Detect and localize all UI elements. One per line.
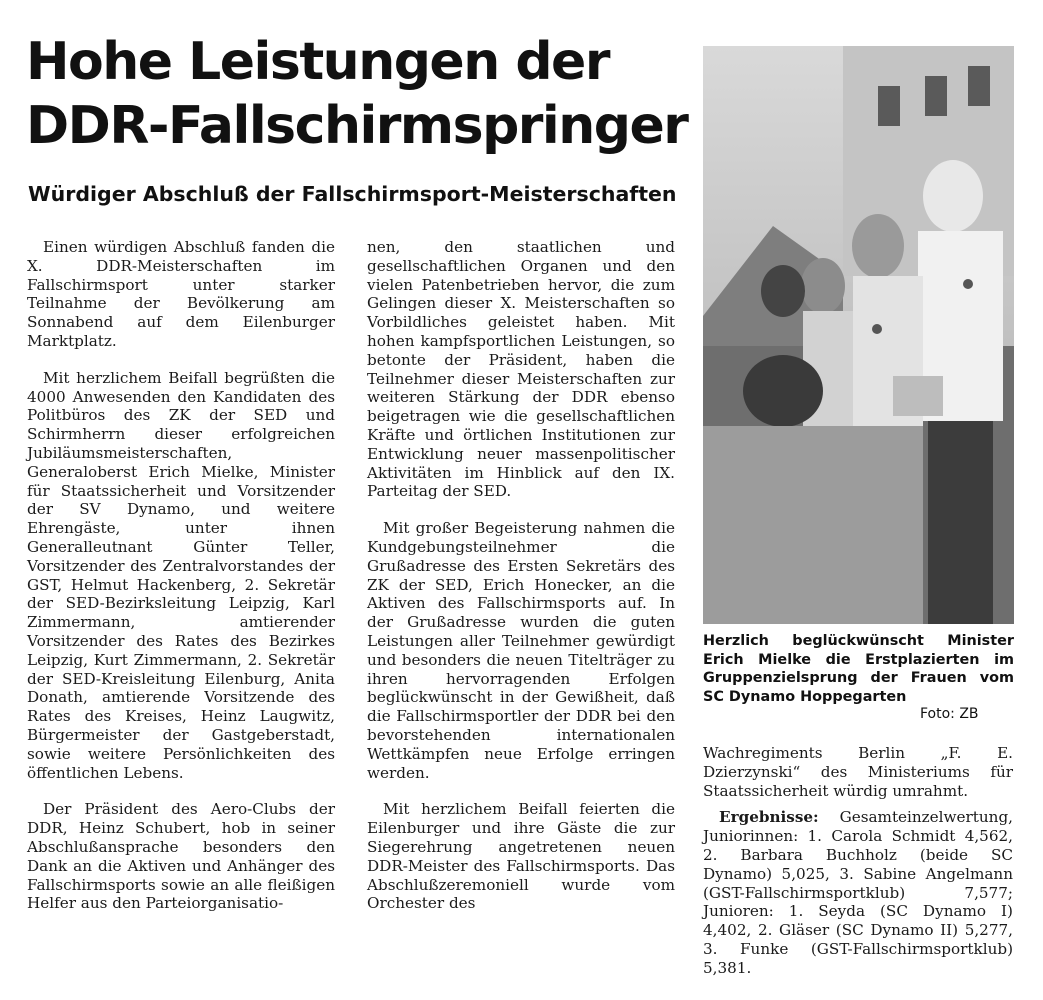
headline xyxy=(26,30,686,158)
paragraph: Der Präsident des Aero-Clubs der DDR, Heinz Schubert, hob in seiner Abschlußansprache besonders den Dank an die Aktiven und Anhänger des Fallschirmsports sowie an alle fleißigen Helfer aus den Parteiorganisatio- xyxy=(27,800,335,913)
article-column-2 xyxy=(367,238,675,931)
photo-image xyxy=(703,46,1014,624)
paragraph: Wachregiments Berlin „F. E. Dzierzynski“ des Ministeriums für Staatssicherheit würdig umrahmt. xyxy=(703,744,1013,800)
paragraph: Mit großer Begeisterung nahmen die Kundgebungsteilnehmer die Grußadresse des Ersten Sekretärs des ZK der SED, Erich Honecker, an die Aktiven des Fallschirmsports auf. In der Grußadresse wurden die guten Leistungen aller Teilnehmer gewürdigt und besonders die neuen Titelträger zu ihren hervorragenden Erfolgen beglückwünscht in der Gewißheit, daß die Fallschirmsportler der DDR bei den bevorstehenden internationalen Wettkämpfen neue Erfolge erringen werden. xyxy=(367,519,675,782)
results-label: Ergebnisse: xyxy=(719,808,819,827)
headline-line-1: Hohe Leistungen der xyxy=(26,32,609,92)
paragraph: Mit herzlichem Beifall feierten die Eilenburger und ihre Gäste die zur Siegerehrung angetretenen neuen DDR-Meister des Fallschirmsports. Das Abschlußzeremoniell wurde vom Orchester des xyxy=(367,800,675,913)
results-text: Gesamteinzelwertung, Juniorinnen: 1. Carola Schmidt 4,562, 2. Barbara Buchholz (beide SC Dynamo) 5,025, 3. Sabine Angelmann (GST-Fallschirmsportklub) 7,577; Junioren: 1. Seyda (SC Dynamo I) 4,402, 2. Gläser (SC Dynamo II) 5,277, 3. Funke (GST-Fallschirmsportklub) 5,381. xyxy=(703,808,1013,977)
article-column-3 xyxy=(703,744,1013,986)
paragraph: Mit herzlichem Beifall begrüßten die 4000 Anwesenden den Kandidaten des Politbüros des ZK der SED und Schirmherrn dieser erfolgreichen Jubiläumsmeisterschaften, Generaloberst Erich Mielke, Minister für Staatssicherheit und Vorsitzender der SV Dynamo, und weitere Ehrengäste, unter ihnen Generalleutnant Günter Teller, Vorsitzender des Zentralvorstandes der GST, Helmut Hackenberg, 2. Sekretär der SED-Bezirksleitung Leipzig, Karl Zimmermann, amtierender Vorsitzender des Rates des Bezirkes Leipzig, Kurt Zimmermann, 2. Sekretär der SED-Kreisleitung Eilenburg, Anita Donath, amtierende Vorsitzende des Rates des Kreises, Heinz Laugwitz, Bürgermeister der Gastgeberstadt, sowie weitere Persönlichkeiten des öffentlichen Lebens. xyxy=(27,368,335,782)
results-paragraph xyxy=(703,808,1013,977)
photo-caption: Herzlich beglückwünscht Minister Erich Mielke die Erstplazierten im Gruppenzielsprung der Frauen vom SC Dynamo Hoppegarten xyxy=(703,633,1014,705)
photo-credit: Foto: ZB xyxy=(920,706,979,722)
news-photo xyxy=(703,46,1014,624)
paragraph: Einen würdigen Abschluß fanden die X. DDR-Meisterschaften im Fallschirmsport unter starker Teilnahme der Bevölkerung am Sonnabend auf dem Eilenburger Marktplatz. xyxy=(27,238,335,350)
headline-line-2: DDR-Fallschirmspringer xyxy=(26,96,688,156)
article-column-1 xyxy=(27,238,335,931)
subheadline: Würdiger Abschluß der Fallschirmsport-Meisterschaften xyxy=(28,182,677,206)
paragraph: nen, den staatlichen und gesellschaftlichen Organen und den vielen Patenbetrieben hervor, die zum Gelingen dieser X. Meisterschaften so Vorbildliches geleistet haben. Mit hohen kampfsportlichen Leistungen, so betonte der Präsident, haben die Teilnehmer dieser Meisterschaften zur weiteren Stärkung der DDR ebenso beigetragen wie die gesellschaftlichen Kräfte und örtlichen Institutionen zur Entwicklung neuer massenpolitischer Aktivitäten im Hinblick auf den IX. Parteitag der SED. xyxy=(367,238,675,501)
